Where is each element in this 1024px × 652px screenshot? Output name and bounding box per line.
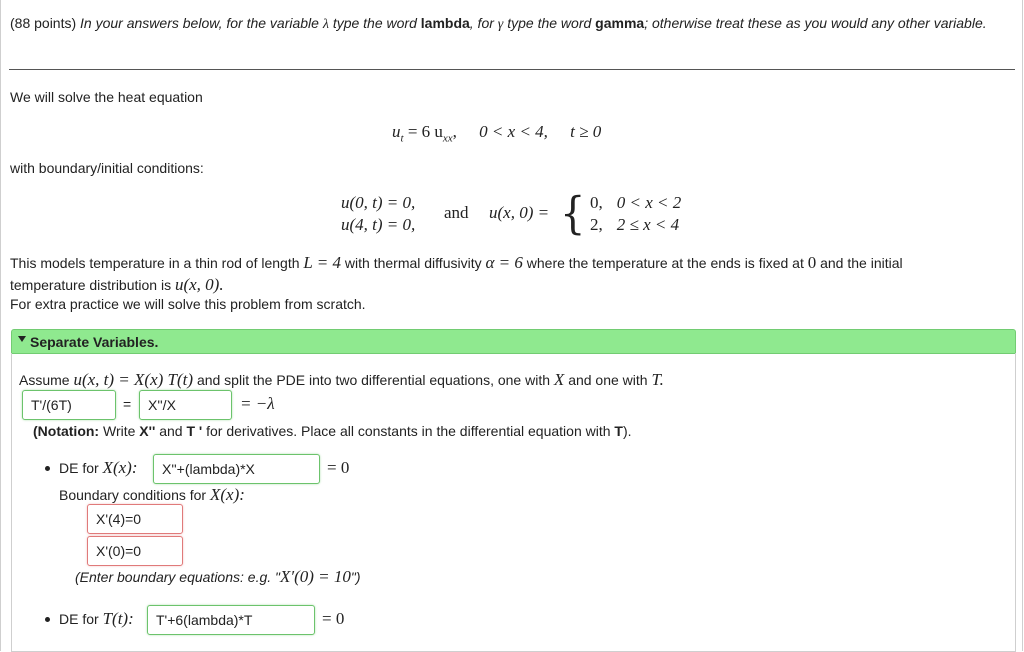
initial-condition-lhs: u(x, 0) = bbox=[489, 203, 550, 222]
points-label: (88 points) bbox=[10, 15, 77, 31]
problem-instructions bbox=[10, 13, 1000, 35]
de-x-label: DE for X(x): bbox=[59, 458, 138, 477]
de-t-equals-zero: = 0 bbox=[322, 609, 345, 628]
de-x-equals-zero: = 0 bbox=[327, 458, 350, 477]
section-header-separate-variables[interactable] bbox=[11, 329, 1016, 354]
initial-condition-cases: 0, 0 < x < 2 2, 2 ≤ x < 4 bbox=[590, 193, 682, 234]
bullet bbox=[45, 617, 50, 622]
bullet bbox=[45, 466, 50, 471]
equals-sign: = bbox=[123, 396, 132, 412]
section-title: Separate Variables. bbox=[30, 334, 159, 350]
practice-text: For extra practice we will solve this problem from scratch. bbox=[10, 296, 366, 312]
de-t-input[interactable]: T'+6(lambda)*T bbox=[147, 605, 315, 635]
solve-text: We will solve the heat equation bbox=[10, 89, 203, 105]
bc-hint: (Enter boundary equations: e.g. "X′(0) = 10") bbox=[75, 567, 361, 586]
bc-input-2[interactable]: X'(0)=0 bbox=[87, 536, 183, 566]
instruction-text: In your answers below, for the variable λ type the word lambda, for γ type the word gamma; otherwise treat these as you would any other variable. bbox=[80, 15, 987, 32]
de-x-input[interactable]: X''+(lambda)*X bbox=[153, 454, 320, 484]
t-ratio-input[interactable]: T'/(6T) bbox=[22, 390, 116, 420]
boundary-conditions: u(0, t) = 0, u(4, t) = 0, bbox=[341, 193, 416, 234]
pde-equation: $u_t = 6$ $u_{xx}$, 0 < x < 4, t ≥ 0 bbox=[392, 122, 602, 145]
and-word: and bbox=[444, 203, 469, 222]
model-description: This models temperature in a thin rod of length L = 4 with thermal diffusivity α = 6 where the temperature at the ends is fixed at 0 and the initial temperature distribution is u(x, 0). bbox=[10, 253, 903, 294]
de-t-label: DE for T(t): bbox=[59, 609, 134, 628]
bc-input-1[interactable]: X'(4)=0 bbox=[87, 504, 183, 534]
notation-text: (Notation: Write X'' and T ' for derivatives. Place all constants in the differential equation with T). bbox=[33, 423, 632, 439]
x-ratio-input[interactable]: X''/X bbox=[139, 390, 232, 420]
caret-down-icon bbox=[18, 336, 26, 342]
bc-label: Boundary conditions for X(x): bbox=[59, 485, 245, 504]
assume-text: Assume u(x, t) = X(x) T(t) and split the PDE into two differential equations, one with X and one with T. bbox=[19, 370, 664, 389]
divider bbox=[9, 69, 1015, 70]
minus-lambda: = −λ bbox=[240, 394, 275, 413]
brace-icon: { bbox=[560, 188, 586, 240]
bc-text: with boundary/initial conditions: bbox=[10, 160, 204, 176]
